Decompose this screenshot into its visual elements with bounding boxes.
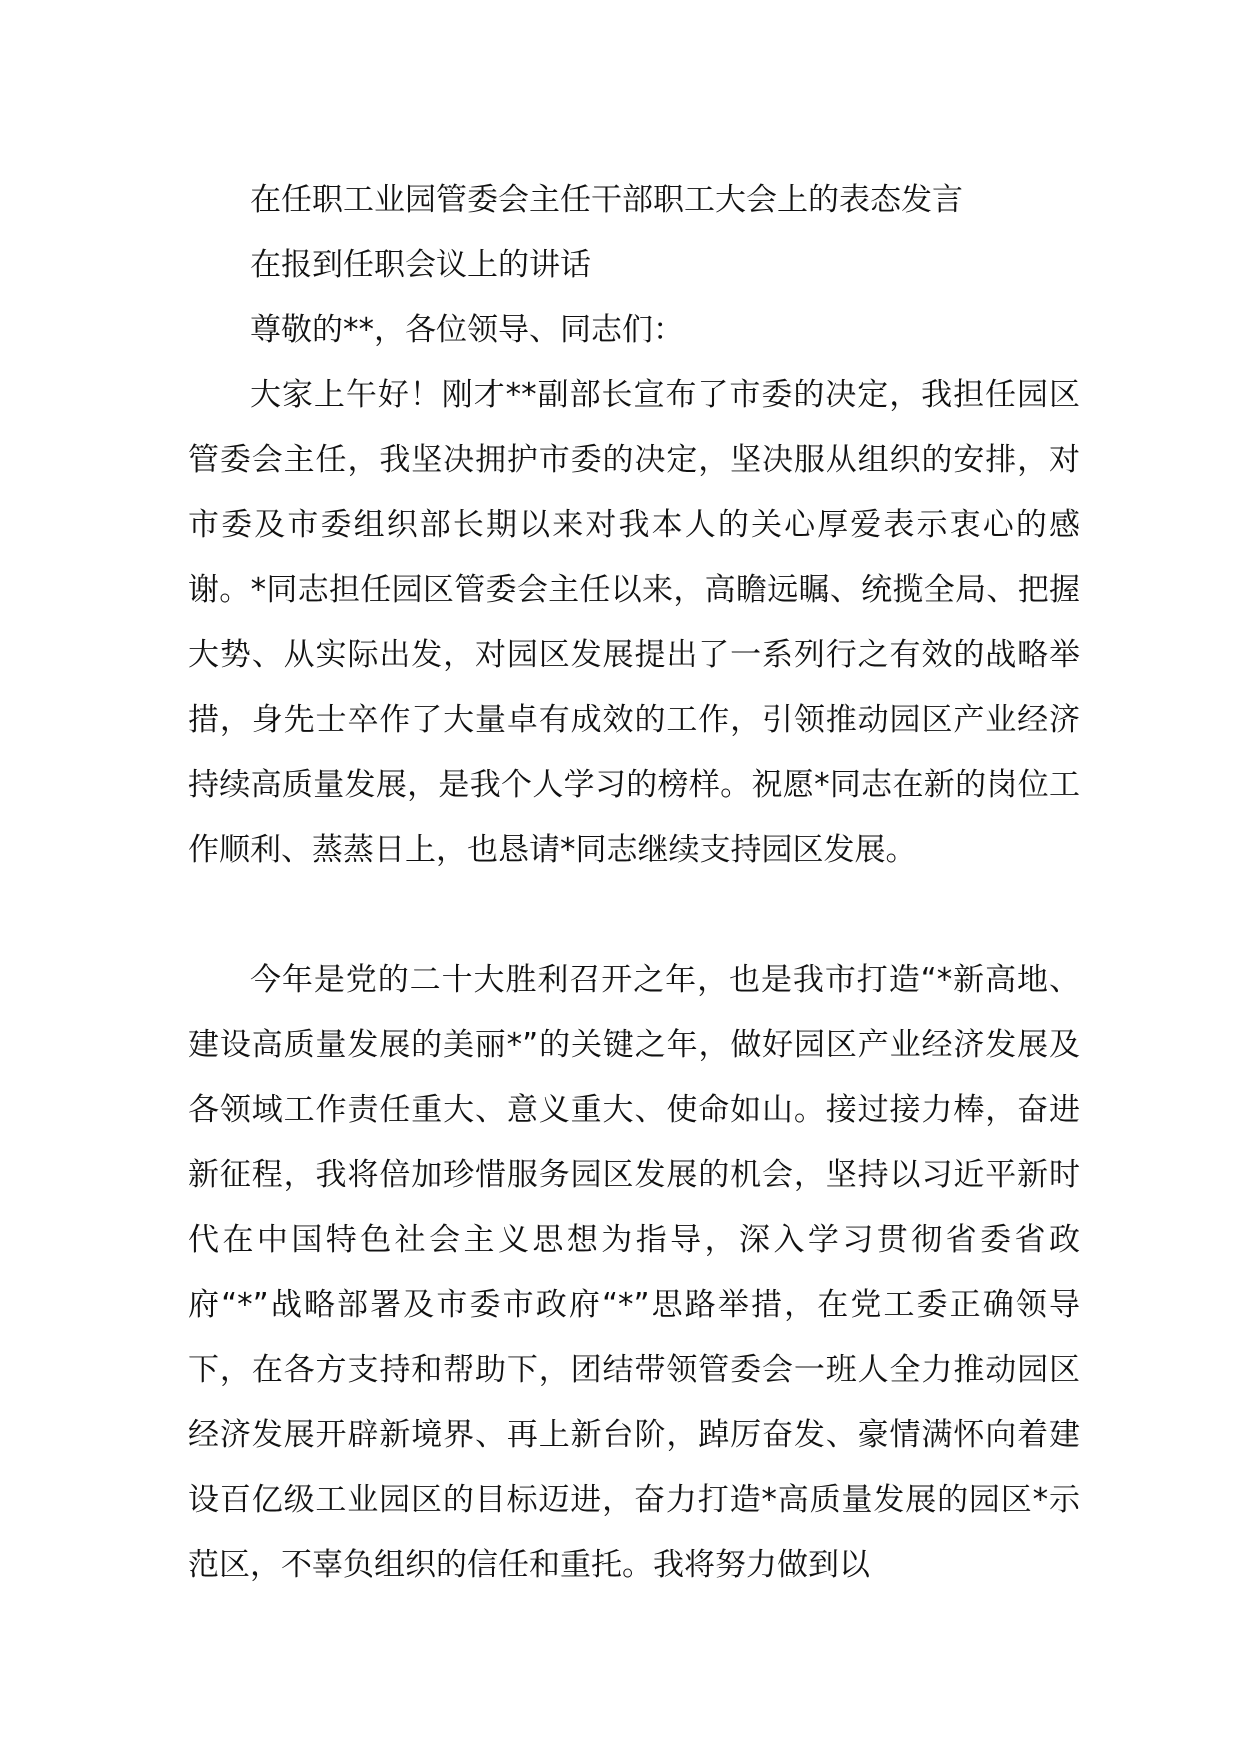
body-paragraph-1: 大家上午好！刚才**副部长宣布了市委的决定，我担任园区管委会主任，我坚决拥护市委的决定，坚决服从组织的安排，对市委及市委组织部长期以来对我本人的关心厚爱表示衷心的感谢。*同志担任园区管委会主任以来，高瞻远瞩、统揽全局、把握大势、从实际出发，对园区发展提出了一系列行之有效的战略举措，身先士卒作了大量卓有成效的工作，引领推动园区产业经济持续高质量发展，是我个人学习的榜样。祝愿*同志在新的岗位工作顺利、蒸蒸日上，也恳请*同志继续支持园区发展。: [188, 377, 1080, 868]
document-title: 在任职工业园管委会主任干部职工大会上的表态发言: [250, 182, 963, 218]
document-body: [188, 168, 1080, 1598]
body-paragraph-2: 今年是党的二十大胜利召开之年，也是我市打造“*新高地、建设高质量发展的美丽*”的关键之年，做好园区产业经济发展及各领域工作责任重大、意义重大、使命如山。接过接力棒，奋进新征程，我将倍加珍惜服务园区发展的机会，坚持以习近平新时代在中国特色社会主义思想为指导，深入学习贯彻省委省政府“*”战略部署及市委市政府“*”思路举措，在党工委正确领导下，在各方支持和帮助下，团结带领管委会一班人全力推动园区经济发展开辟新境界、再上新台阶，踔厉奋发、豪情满怀向着建设百亿级工业园区的目标迈进，奋力打造*高质量发展的园区*示范区，不辜负组织的信任和重托。我将努力做到以: [188, 962, 1080, 1583]
salutation: 尊敬的**，各位领导、同志们：: [250, 312, 684, 348]
document-subtitle: 在报到任职会议上的讲话: [250, 247, 591, 283]
